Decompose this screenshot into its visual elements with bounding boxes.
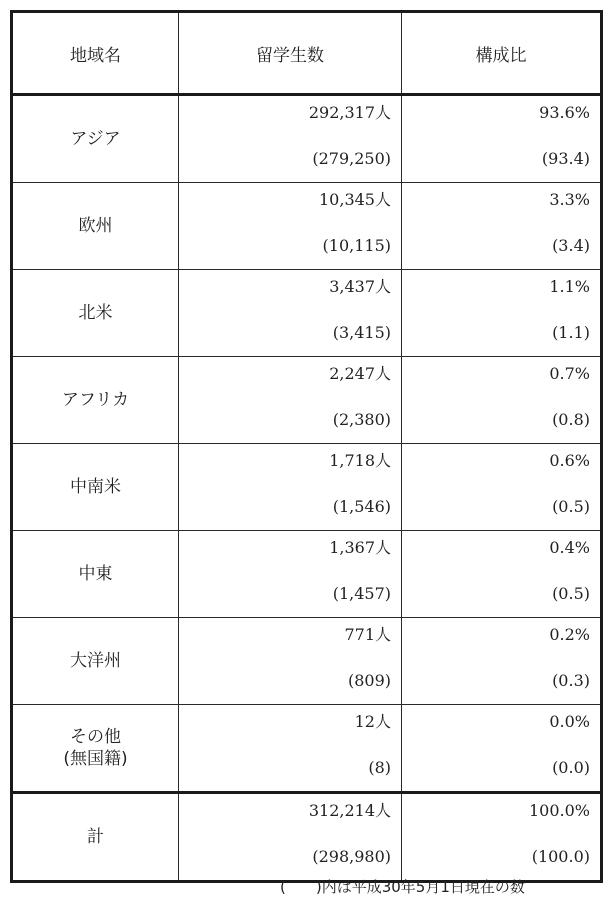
ratio-cell	[402, 183, 602, 270]
total-ratio-current: 100.0%	[528, 801, 590, 820]
students-cell	[179, 705, 402, 793]
total-label-cell	[12, 793, 179, 882]
table-row	[12, 444, 602, 531]
students-previous: (2,380)	[332, 410, 391, 429]
ratio-current: 0.7%	[549, 364, 590, 383]
table-row	[12, 531, 602, 618]
total-row	[12, 793, 602, 882]
ratio-cell	[402, 531, 602, 618]
region-name: その他	[70, 727, 121, 747]
total-label: 計	[87, 827, 104, 847]
students-cell	[179, 531, 402, 618]
students-previous: (10,115)	[322, 236, 391, 255]
ratio-current: 0.2%	[549, 625, 590, 644]
ratio-previous: (93.4)	[541, 149, 590, 168]
footnote: ( )内は平成30年5月1日現在の数	[280, 878, 525, 896]
region-name: 欧州	[78, 216, 113, 236]
table-row	[12, 357, 602, 444]
ratio-cell	[402, 357, 602, 444]
region-subname: (無国籍)	[63, 749, 128, 769]
ratio-previous: (0.8)	[552, 410, 590, 429]
students-previous: (1,546)	[332, 497, 391, 516]
students-previous: (8)	[368, 758, 391, 777]
students-current: 1,367人	[329, 538, 391, 557]
region-name: アジア	[70, 129, 121, 149]
region-name: 大洋州	[70, 651, 121, 671]
table-row	[12, 618, 602, 705]
students-previous: (3,415)	[332, 323, 391, 342]
ratio-cell	[402, 95, 602, 183]
students-cell	[179, 444, 402, 531]
total-students-current: 312,214人	[308, 801, 391, 820]
table-row	[12, 270, 602, 357]
region-cell	[12, 95, 179, 183]
region-name: 中東	[78, 564, 113, 584]
students-current: 12人	[354, 712, 391, 731]
region-cell	[12, 183, 179, 270]
students-current: 292,317人	[308, 103, 391, 122]
students-current: 3,437人	[329, 277, 391, 296]
header-students: 留学生数	[179, 12, 402, 95]
header-region: 地域名	[12, 12, 179, 95]
ratio-previous: (0.5)	[552, 584, 590, 603]
ratio-previous: (3.4)	[552, 236, 590, 255]
students-previous: (809)	[347, 671, 391, 690]
students-by-region-table	[10, 10, 603, 883]
table-row	[12, 95, 602, 183]
students-cell	[179, 270, 402, 357]
ratio-current: 0.6%	[549, 451, 590, 470]
students-cell	[179, 183, 402, 270]
table-row	[12, 183, 602, 270]
table-row	[12, 705, 602, 793]
ratio-previous: (0.5)	[552, 497, 590, 516]
students-cell	[179, 357, 402, 444]
ratio-current: 0.0%	[549, 712, 590, 731]
ratio-previous: (1.1)	[552, 323, 590, 342]
header-ratio: 構成比	[402, 12, 602, 95]
region-name: 北米	[78, 303, 113, 323]
region-cell	[12, 270, 179, 357]
students-cell	[179, 618, 402, 705]
students-cell	[179, 95, 402, 183]
ratio-previous: (0.3)	[552, 671, 590, 690]
students-current: 771人	[344, 625, 391, 644]
ratio-current: 0.4%	[549, 538, 590, 557]
ratio-cell	[402, 705, 602, 793]
ratio-current: 1.1%	[549, 277, 590, 296]
region-name: アフリカ	[61, 390, 130, 410]
ratio-previous: (0.0)	[552, 758, 590, 777]
ratio-current: 93.6%	[539, 103, 590, 122]
total-ratio-previous: (100.0)	[531, 847, 590, 866]
ratio-cell	[402, 270, 602, 357]
total-students-cell	[179, 793, 402, 882]
header-row	[12, 12, 602, 95]
students-current: 2,247人	[329, 364, 391, 383]
total-ratio-cell	[402, 793, 602, 882]
region-cell	[12, 444, 179, 531]
total-students-previous: (298,980)	[312, 847, 391, 866]
region-cell	[12, 357, 179, 444]
ratio-cell	[402, 444, 602, 531]
region-name: 中南米	[70, 477, 121, 497]
students-current: 10,345人	[319, 190, 391, 209]
students-current: 1,718人	[329, 451, 391, 470]
region-cell	[12, 705, 179, 793]
region-cell	[12, 618, 179, 705]
ratio-current: 3.3%	[549, 190, 590, 209]
region-cell	[12, 531, 179, 618]
ratio-cell	[402, 618, 602, 705]
students-previous: (1,457)	[332, 584, 391, 603]
students-previous: (279,250)	[312, 149, 391, 168]
